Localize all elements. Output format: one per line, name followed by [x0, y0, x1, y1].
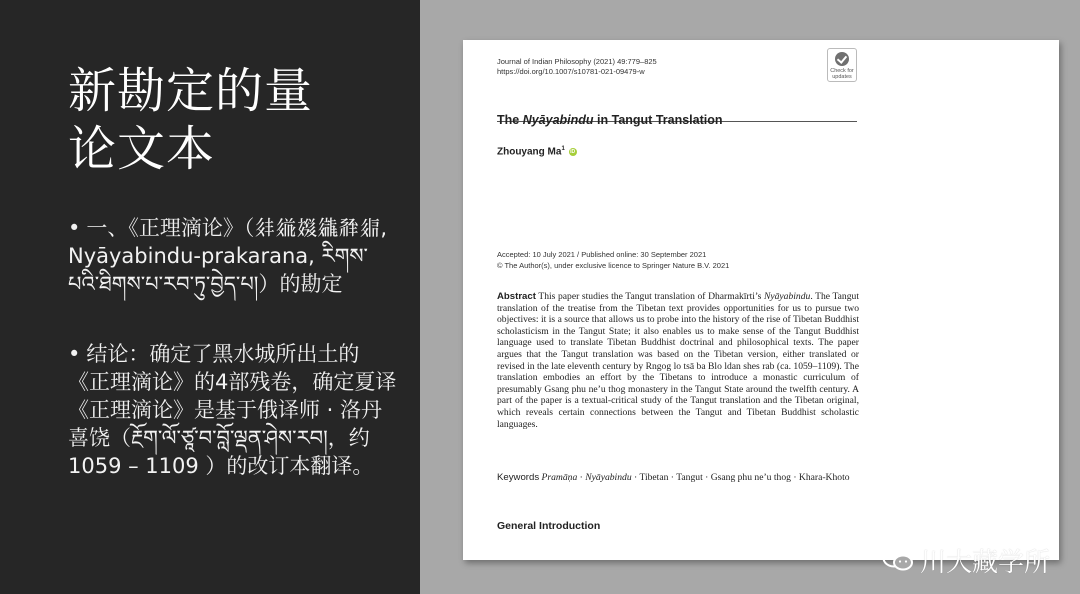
- slide-title: [68, 62, 388, 178]
- check-for-updates-badge[interactable]: [827, 48, 857, 82]
- slide-text-panel: [0, 0, 420, 594]
- journal-header: [497, 57, 1025, 77]
- check-updates-icon: [835, 52, 849, 66]
- abstract-lead: This paper studies the Tangut translation of Dharmakīrti’s: [535, 291, 764, 302]
- check-label-line1: Check for: [830, 68, 854, 74]
- bullet-item: [68, 340, 398, 480]
- keyword-italic-1: Pramāṇa: [541, 472, 578, 483]
- keywords: [497, 472, 859, 484]
- watermark-text: 川大藏学所: [919, 547, 1050, 578]
- bullet-text-1: 一、《正理滴论》（𗢳𗥤𘀺𗪘𗴂𗤋, Nyāyabindu-prakarana, རིགས་པའི་ཐིགས་པ་རབ་ཏུ་བྱེད་པ།）的勘定: [68, 216, 388, 296]
- keyword-sep: ·: [577, 472, 586, 483]
- abstract-italic: Nyāyabindu: [763, 291, 811, 302]
- slide-title-line1: 新勘定的量: [68, 63, 314, 119]
- slide-title-line2: 论文本: [68, 121, 216, 177]
- abstract-label: Abstract: [497, 291, 536, 302]
- paper-author: [497, 146, 577, 157]
- bullet-dot: •: [68, 216, 81, 240]
- paper-title-post: in Tangut Translation: [593, 113, 723, 127]
- watermark: [850, 542, 1050, 578]
- keywords-label: Keywords: [497, 472, 540, 483]
- keyword-italic-2: Nyāyabindu: [585, 472, 632, 483]
- bullet-item: [68, 214, 398, 298]
- abstract: [497, 291, 859, 430]
- copyright-line: © The Author(s), under exclusive licence to Springer Nature B.V. 2021: [497, 260, 730, 270]
- paper-title: [497, 113, 723, 127]
- paper-title-italic: Nyāyabindu: [522, 113, 594, 127]
- bullet-text-2: 结论：确定了黑水城所出土的《正理滴论》的4部残卷，确定夏译《正理滴论》是基于俄译师 · 洛丹喜饶（རྔོག་ལོ་ཙཱ་བ་བློ་ལྡན་ཤེས་རབ།，约1059 – 1109 ）的改订本翻译。: [68, 342, 397, 478]
- accepted-date: Accepted: 10 July 2021 / Published online: 30 September 2021: [497, 250, 707, 259]
- keywords-rest: · Tibetan · Tangut · Gsang phu ne’u thog · Khara-Khoto: [631, 472, 850, 483]
- bullet-list: [68, 214, 398, 480]
- wechat-icon: [882, 547, 914, 573]
- abstract-body: . The Tangut translation of the treatise from the Tibetan text provides opportunities for us to pursue two objectives: it is a source that allows us to probe into the history of the rise of Tibetan Buddhist scholasticism in the Tangut State; it also enables us to make sense of the Tangut Buddhist language used to translate Tibetan Buddhist doctrinal and philosophical texts. The paper argues that the Tangut translation was based on the Tibetan version, either translated or revised in the late eleventh century by Rngog lo tsā ba Blo ldan shes rab (ca. 1059–1109). The translation embodies an effort by the Tibetans to introduce a monastic curriculum of presumably Gsang phu ne’u thog monastery in the Tangut State around the twelfth century. A part of the paper is a textual-critical study of the Tangut translation and the Tibetan original, which reveals certain connections between the Tangut and Tibetan Buddhist scholastic languages.: [497, 291, 859, 430]
- paper-page: [463, 40, 1059, 560]
- author-name: Zhouyang Ma: [497, 146, 562, 158]
- publication-meta: [497, 250, 729, 271]
- paper-title-pre: The: [497, 113, 523, 127]
- journal-citation: Journal of Indian Philosophy (2021) 49:779–825: [497, 57, 657, 66]
- bullet-dot: •: [68, 342, 81, 366]
- paper-preview-panel: [420, 0, 1080, 594]
- section-heading: General Introduction: [497, 520, 601, 532]
- check-label-line2: updates: [832, 74, 852, 80]
- journal-doi: https://doi.org/10.1007/s10781-021-09479-w: [497, 67, 645, 76]
- orcid-icon[interactable]: iD: [570, 148, 576, 155]
- author-affiliation-sup: 1: [561, 146, 565, 152]
